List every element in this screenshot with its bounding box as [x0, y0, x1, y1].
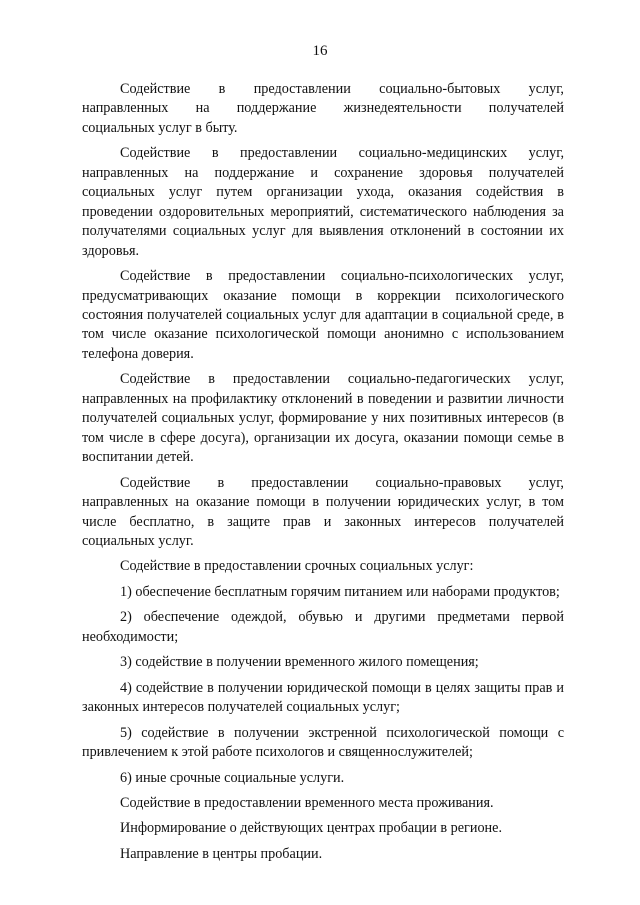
paragraph-probation-info: Информирование о действующих центрах пробации в регионе. [120, 820, 502, 837]
word: на [195, 100, 210, 117]
paragraph-social-legal [82, 474, 564, 552]
word: направленных [82, 100, 169, 117]
paragraph-urgent-services: Содействие в предоставлении срочных социальных услуг: [120, 558, 474, 575]
paragraph-line [82, 80, 564, 99]
list-item: 6) иные срочные социальные услуги. [120, 769, 345, 786]
word: жизнедеятельности [343, 100, 462, 117]
paragraph-continuation: направленных на оказание помощи в получении юридических услуг, в том числе бесплатно, в защите прав и законных интересов получателей социальных услуг. [82, 494, 564, 549]
page-number: 16 [312, 43, 328, 59]
paragraph-line [82, 474, 564, 493]
paragraph-social-psychological: Содействие в предоставлении социально-психологических услуг, предусматривающих оказание помощи в коррекции психологического состояния получателей социальных услуг для адаптации в социальной среде, в том числе оказание психологической помощи анонимно с использованием телефона доверия. [82, 268, 564, 362]
word: услуг, [528, 474, 564, 491]
word: Содействие [120, 81, 191, 97]
word: предоставлении [251, 474, 349, 491]
word: получателей [488, 100, 564, 117]
document-body [82, 80, 564, 864]
list-item: 5) содействие в получении экстренной психологической помощи с привлечением к этой работе психологов и священнослужителей; [82, 724, 564, 761]
list-item: 2) обеспечение одеждой, обувью и другими предметами первой необходимости; [82, 609, 564, 645]
paragraph-social-pedagogical: Содействие в предоставлении социально-педагогических услуг, направленных на профилактику отклонений в поведении и развитии личности получателей социальных услуг, формирование у них позитивных интересов (в том числе в сфере досуга), организации их досуга, оказании помощи семье в воспитании детей. [82, 371, 564, 466]
word: услуг, [528, 81, 564, 97]
word: в [217, 474, 225, 491]
list-item: 3) содействие в получении временного жилого помещения; [120, 654, 479, 671]
list-item: 1) обеспечение бесплатным горячим питанием или наборами продуктов; [120, 583, 560, 600]
paragraph-line [82, 99, 564, 118]
word: поддержание [236, 100, 317, 117]
word: социально-бытовых [379, 81, 501, 97]
word: в [218, 81, 226, 97]
paragraph-temporary-residence: Содействие в предоставлении временного места проживания. [120, 794, 494, 811]
word: социально-правовых [375, 474, 502, 491]
word: Содействие [120, 474, 191, 491]
paragraph-probation-referral: Направление в центры пробации. [120, 845, 323, 862]
paragraph-social-medical: Содействие в предоставлении социально-медицинских услуг, направленных на поддержание и сохранение здоровья получателей социальных услуг путем организации ухода, оказания содействия в проведении оздоровительных мероприятий, систематического наблюдения за получателями социальных услуг для выявления отклонений в состоянии их здоровья. [82, 145, 564, 259]
list-item: 4) содействие в получении юридической помощи в целях защиты прав и законных интересов получателей социальных услуг; [82, 679, 564, 716]
paragraph-line: социальных услуг в быту. [82, 119, 238, 136]
paragraph-social-household [82, 80, 564, 138]
word: предоставлении [253, 81, 351, 97]
